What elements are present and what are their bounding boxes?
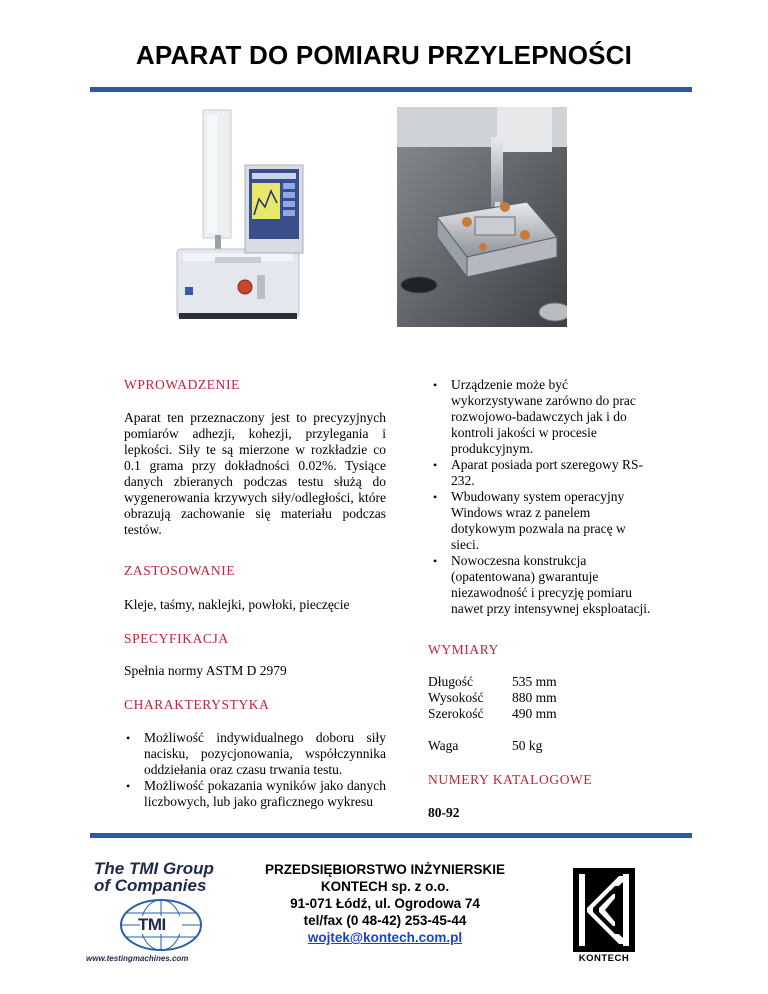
list-item: • Wbudowany system operacyjny Windows wraz z panelem dotykowym pozwala na pracę w sieci. <box>431 489 651 553</box>
catalog-number: 80-92 <box>428 805 460 820</box>
company-line-1: PRZEDSIĘBIORSTWO INŻYNIERSKIE <box>264 862 506 877</box>
kontech-label: KONTECH <box>578 953 630 964</box>
tmi-logo <box>86 860 246 970</box>
dimension-label: Szerokość <box>428 706 484 721</box>
dimension-value: 535 mm <box>512 674 557 689</box>
tmi-line-1: The TMI Group <box>94 859 214 878</box>
weight-value: 50 kg <box>512 738 543 753</box>
right-column <box>428 377 651 821</box>
instrument-photo <box>155 107 335 327</box>
company-line-2: KONTECH sp. z o.o. <box>320 879 450 894</box>
application-heading: ZASTOSOWANIE <box>124 563 236 578</box>
tmi-badge: TMI <box>138 915 166 934</box>
application-text: Kleje, taśmy, naklejki, powłoki, pieczęcie <box>124 597 350 612</box>
email-link[interactable]: wojtek@kontech.com.pl <box>307 930 463 945</box>
dimensions-table <box>428 674 651 754</box>
bottom-divider <box>90 833 692 838</box>
company-info <box>246 861 524 946</box>
top-divider <box>90 87 692 92</box>
features-list-left <box>124 730 386 810</box>
table-row <box>428 674 651 690</box>
intro-heading: WPROWADZENIE <box>124 377 240 392</box>
spec-heading: SPECYFIKACJA <box>124 631 229 646</box>
table-row <box>428 690 651 706</box>
fixture-closeup-photo <box>397 107 567 327</box>
catalog-heading: NUMERY KATALOGOWE <box>428 772 593 787</box>
list-item: • Nowoczesna konstrukcja (opatentowana) gwarantuje niezawodność i precyzję pomiaru nawet przy intensywnej eksploatacji. <box>431 553 651 617</box>
left-column <box>124 377 386 810</box>
features-list-right <box>431 377 651 617</box>
dimension-label: Długość <box>428 674 473 689</box>
spec-text: Spełnia normy ASTM D 2979 <box>124 663 287 678</box>
tmi-url: www.testingmachines.com <box>86 954 189 963</box>
list-item: • Aparat posiada port szeregowy RS-232. <box>431 457 651 489</box>
company-phone: tel/fax (0 48-42) 253-45-44 <box>303 913 467 928</box>
company-address: 91-071 Łódź, ul. Ogrodowa 74 <box>290 896 480 911</box>
features-heading: CHARAKTERYSTYKA <box>124 697 270 712</box>
tmi-line-2: of Companies <box>94 876 207 895</box>
intro-text: Aparat ten przeznaczony jest to precyzyjnych pomiarów adhezji, kohezji, przylegania i lepkości. Siły te są mierzone w rozkładzie co 0.1 grama przy dokładności 0.02%. Tysiące danych zbieranych podczas testu służą do wygenerowania krzywych siły/odległości, które obrazują zachowanie się materiału podczas testów. <box>124 410 386 537</box>
table-row <box>428 738 651 754</box>
dimension-label: Wysokość <box>428 690 484 705</box>
dimensions-heading: WYMIARY <box>428 642 499 657</box>
table-row <box>428 706 651 722</box>
list-item: • Możliwość pokazania wyników jako danych liczbowych, lub jako graficznego wykresu <box>124 778 386 810</box>
list-item: • Możliwość indywidualnego doboru siły nacisku, pozycjonowania, współczynnika oddziełania oraz czasu trwania testu. <box>124 730 386 778</box>
kontech-logo-icon <box>573 868 635 952</box>
weight-label: Waga <box>428 738 459 753</box>
list-item: • Urządzenie może być wykorzystywane zarówno do prac rozwojowo-badawczych jak i do kontroli jakości w procesie produkcyjnym. <box>431 377 651 457</box>
page-title: APARAT DO POMIARU PRZYLEPNOŚCI <box>135 40 633 70</box>
dimension-value: 880 mm <box>512 690 557 705</box>
dimension-value: 490 mm <box>512 706 557 721</box>
